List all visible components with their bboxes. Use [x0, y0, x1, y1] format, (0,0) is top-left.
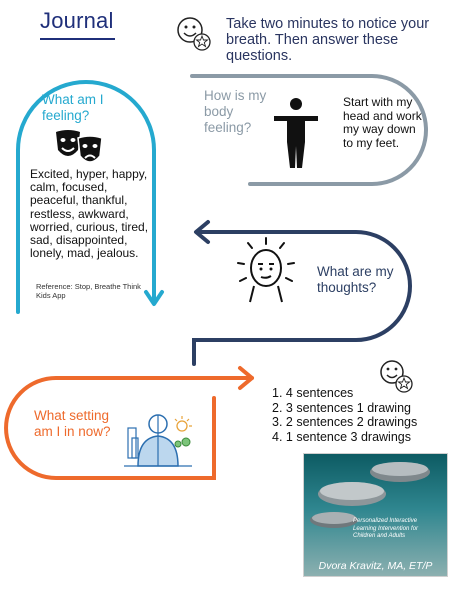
book-author: Dvora Kravitz, MA, ET/P	[318, 560, 433, 572]
theater-masks-icon	[56, 130, 102, 162]
option-item: 3. 2 sentences 2 drawings	[272, 415, 418, 429]
option-item: 2. 3 sentences 1 drawing	[272, 400, 411, 415]
options-list	[272, 386, 417, 444]
option-item: 1. 4 sentences	[272, 386, 354, 400]
feeling-question: What am I feeling?	[42, 92, 104, 123]
thinking-face-icon	[238, 238, 294, 302]
body-instruction: Start with my head and work my way down to my feet.	[343, 95, 422, 150]
stones-image	[304, 454, 447, 576]
body-question: How is my body feeling?	[204, 88, 267, 135]
intro-text: Take two minutes to notice your breath. Then answer these questions.	[226, 16, 430, 64]
thoughts-curve-line	[194, 232, 410, 364]
book-cover	[303, 453, 448, 577]
setting-question: What setting am I in now?	[34, 408, 111, 439]
reference-note: Reference: Stop, Breathe Think Kids App	[36, 282, 141, 300]
thoughts-question: What are my thoughts?	[317, 264, 394, 295]
title-underline	[40, 38, 115, 40]
journal-title: Journal	[40, 8, 114, 33]
smiley-star-icon	[178, 18, 210, 50]
book-subtitle: Personalized Interactive Learning Intervention for Children and Adults	[353, 518, 419, 539]
person-icon	[274, 98, 318, 168]
person-environment-icon	[124, 415, 192, 466]
emotions-list: Excited, hyper, happy, calm, focused, peaceful, thankful, restless, awkward, worried, curious, tired, sad, disappointed, lonely, mad, jealous.	[30, 167, 149, 261]
option-item: 4. 1 sentence 3 drawings	[272, 429, 411, 444]
